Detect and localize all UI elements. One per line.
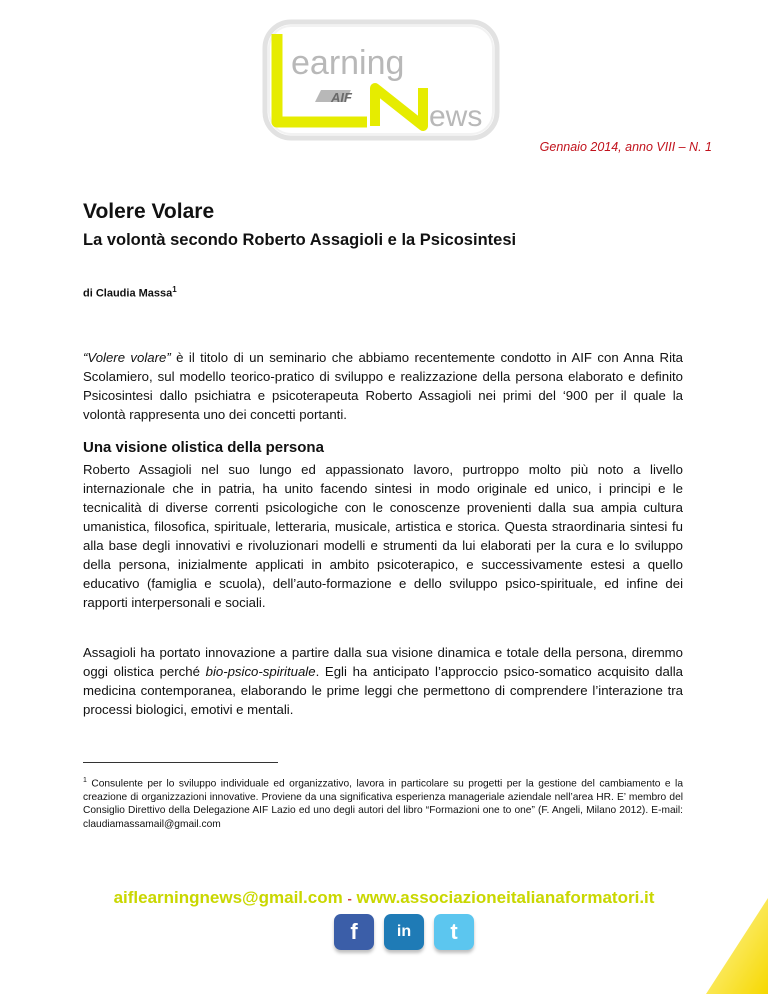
social-icons bbox=[334, 914, 484, 952]
paragraph-3-a: Assagioli ha portato innovazione a partire dalla sua visione dinamica e totale della persona, diremmo oggi olistica perché bbox=[83, 645, 683, 679]
corner-triangle-decoration bbox=[706, 898, 768, 994]
facebook-icon[interactable]: f bbox=[334, 914, 374, 950]
footnote-divider bbox=[83, 762, 278, 763]
article-subtitle: La volontà secondo Roberto Assagioli e la Psicosintesi bbox=[83, 231, 517, 249]
paragraph-3-italic: bio-psico-spirituale bbox=[205, 664, 316, 679]
logo-aif-text: AIF bbox=[331, 90, 352, 105]
paragraph-3 bbox=[83, 643, 683, 719]
author-name: di Claudia Massa bbox=[83, 287, 173, 300]
twitter-icon[interactable]: t bbox=[434, 914, 474, 950]
section-heading: Una visione olistica della persona bbox=[83, 439, 324, 456]
intro-text: è il titolo di un seminario che abbiamo recentemente condotto in AIF con Anna Rita Scolamiero, sul modello teorico-pratico di sviluppo e realizzazione della persona elaborato e definito Psicosintesi dallo psichiatra e psicoterapeuta Roberto Assagioli nei primi del ‘900 per il quale la volontà rappresenta uno dei concetti portanti. bbox=[83, 350, 683, 422]
learning-news-logo bbox=[255, 16, 505, 144]
author-footnote-marker: 1 bbox=[172, 285, 177, 294]
footer-email[interactable]: aiflearningnews@gmail.com bbox=[113, 888, 343, 907]
logo-news-text: ews bbox=[429, 100, 483, 133]
intro-paragraph bbox=[83, 348, 683, 424]
footer-website[interactable]: www.associazioneitalianaformatori.it bbox=[356, 888, 655, 907]
author-line bbox=[83, 285, 177, 300]
footer-separator: - bbox=[347, 891, 352, 906]
article-title: Volere Volare bbox=[83, 200, 215, 223]
footnote-text: Consulente per lo sviluppo individuale ed organizzativo, lavora in particolare su progetti per la gestione del cambiamento e la creazione di organizzazioni innovative. Proviene da una significativa esperienza manageriale aziendale nell’area HR. E’ membro del Consiglio Direttivo della Delegazione AIF Lazio ed uno degli autori del libro “Formazioni one to one” (F. Angeli, Milano 2012). E-mail: claudiamassamail@gmail.com bbox=[83, 778, 683, 830]
paragraph-3-b: . Egli ha anticipato l’approccio psico-somatico acquisito dalla medicina contemporanea, elaborando le prime leggi che permettono di comprendere l’interazione tra processi biologici, emotivi e mentali. bbox=[83, 664, 683, 717]
issue-date: Gennaio 2014, anno VIII – N. 1 bbox=[539, 140, 712, 154]
logo-learning-text: earning bbox=[291, 44, 405, 82]
footer-contact bbox=[0, 888, 768, 908]
footnote bbox=[83, 774, 683, 831]
intro-italic: “Volere volare” bbox=[83, 350, 171, 365]
linkedin-icon[interactable]: in bbox=[384, 914, 424, 950]
footnote-marker: 1 bbox=[83, 777, 87, 784]
paragraph-2: Roberto Assagioli nel suo lungo ed appassionato lavoro, purtroppo molto più noto a livello internazionale che in patria, ha unito facendo sintesi in modo originale ed unico, i principi e le tecnicalità di diverse correnti psicologiche con le conoscenze provenienti dalla sua ampia cultura umanistica, filosofica, spirituale, letteraria, musicale, artistica e storica. Questa straordinaria sintesi fu alla base degli innovativi e rivoluzionari modelli e strumenti da lui elaborati per la cura e lo sviluppo della persona, inizialmente applicati in ambito psicoterapico, e successivamente estesi a quello educativo (famiglia e scuola), dell’auto-formazione e dello sviluppo psico-spirituale, ed infine dei rapporti interpersonali e sociali. bbox=[83, 462, 683, 610]
